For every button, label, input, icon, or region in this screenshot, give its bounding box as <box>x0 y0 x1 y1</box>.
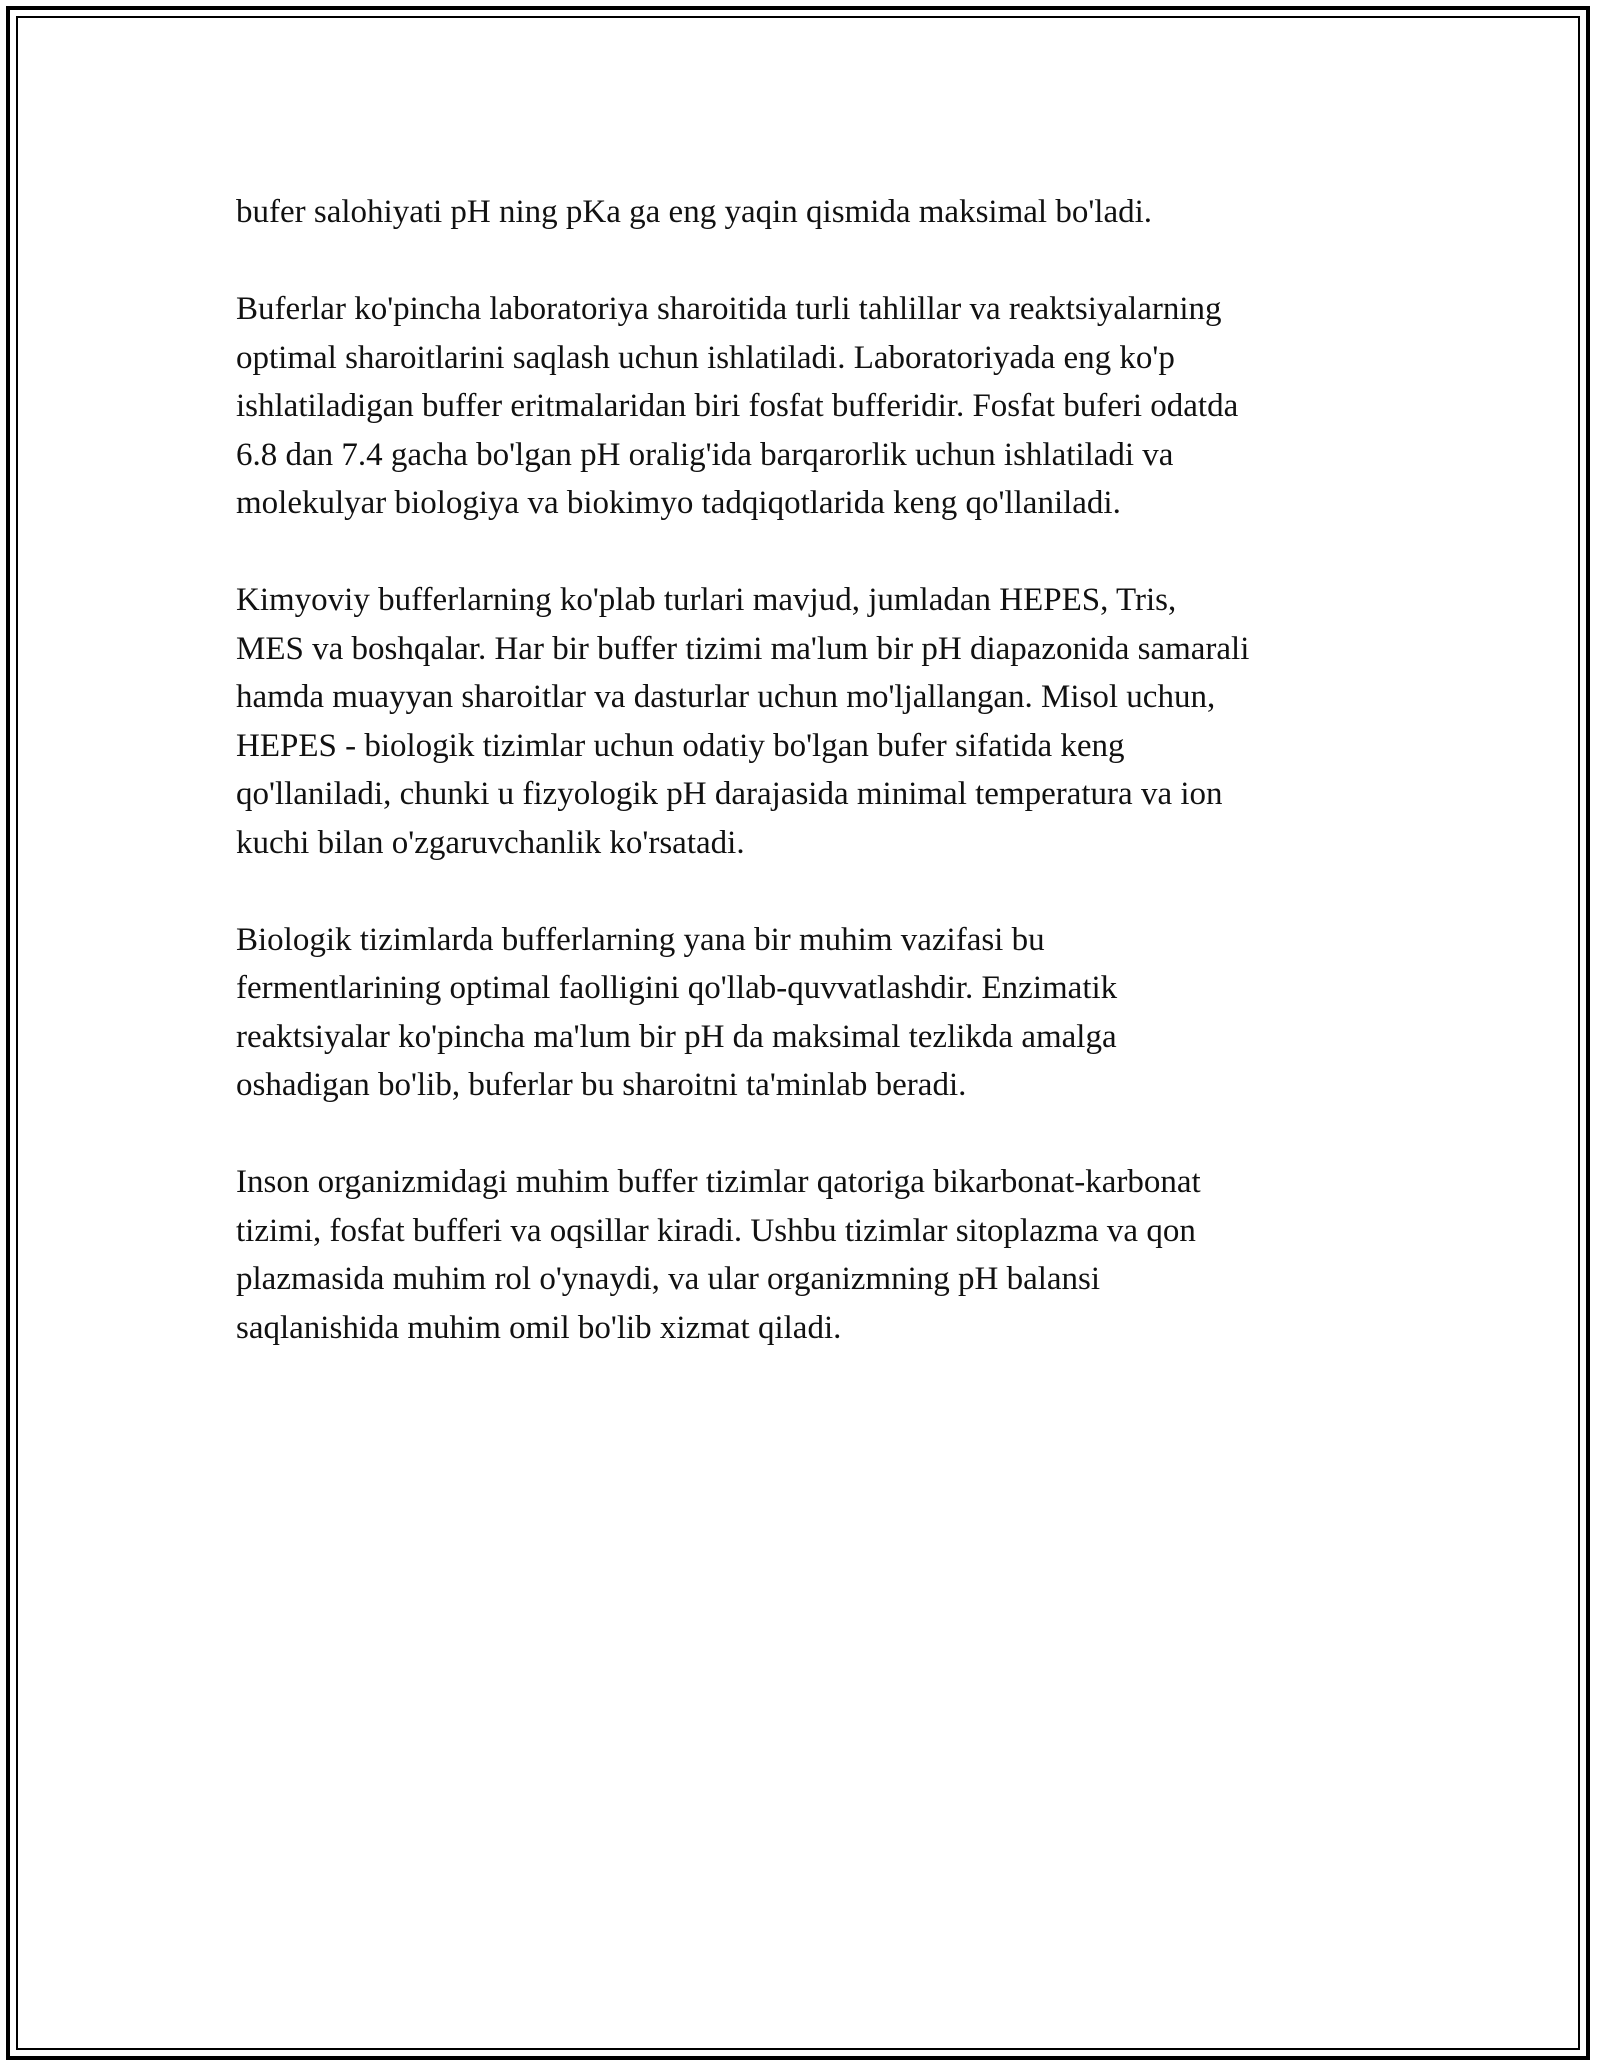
text-line: ishlatiladigan buffer eritmalaridan biri fosfat bufferidir. Fosfat buferi odatda <box>236 388 1239 424</box>
text-line: tizimi, fosfat bufferi va oqsillar kiradi. Ushbu tizimlar sitoplazma va qon <box>236 1212 1196 1249</box>
text-line: hamda muayyan sharoitlar va dasturlar uchun mo'ljallangan. Misol uchun, <box>236 679 1216 715</box>
paragraph-5 <box>236 1158 1366 1352</box>
text-line: 6.8 dan 7.4 gacha bo'lgan pH oralig'ida barqarorlik uchun ishlatiladi va <box>236 436 1174 473</box>
text-line: oshadigan bo'lib, buferlar bu sharoitni ta'minlab beradi. <box>236 1067 967 1103</box>
text-line: HEPES - biologik tizimlar uchun odatiy bo'lgan bufer sifatida keng <box>236 727 1125 764</box>
text-line: Kimyoviy bufferlarning ko'plab turlari mavjud, jumladan HEPES, Tris, <box>236 582 1177 618</box>
text-line: fermentlarining optimal faolligini qo'llab-quvvatlashdir. Enzimatik <box>236 970 1118 1006</box>
text-line: optimal sharoitlarini saqlash uchun ishlatiladi. Laboratoriyada eng ko'p <box>236 339 1175 376</box>
text-line: qo'llaniladi, chunki u fizyologik pH darajasida minimal temperatura va ion <box>236 776 1223 812</box>
paragraph-2 <box>236 285 1366 528</box>
text-line: bufer salohiyati pH ning pKa ga eng yaqin qismida maksimal bo'ladi. <box>236 194 1153 230</box>
text-line: plazmasida muhim rol o'ynaydi, va ular organizmning pH balansi <box>236 1261 1101 1297</box>
text-line: MES va boshqalar. Har bir buffer tizimi ma'lum bir pH diapazonida samarali <box>236 630 1250 667</box>
text-line: Inson organizmidagi muhim buffer tizimlar qatoriga bikarbonat-karbonat <box>236 1164 1201 1200</box>
text-line: saqlanishida muhim omil bo'lib xizmat qiladi. <box>236 1309 842 1346</box>
text-line: reaktsiyalar ko'pincha ma'lum bir pH da maksimal tezlikda amalga <box>236 1018 1117 1055</box>
document-body <box>236 188 1366 1401</box>
text-line: Biologik tizimlarda bufferlarning yana bir muhim vazifasi bu <box>236 921 1045 958</box>
paragraph-3 <box>236 576 1366 867</box>
text-line: kuchi bilan o'zgaruvchanlik ko'rsatadi. <box>236 824 745 861</box>
text-line: Buferlar ko'pincha laboratoriya sharoitida turli tahlillar va reaktsiyalarning <box>236 291 1222 327</box>
text-line: molekulyar biologiya va biokimyo tadqiqotlarida keng qo'llaniladi. <box>236 485 1121 521</box>
paragraph-4 <box>236 916 1366 1110</box>
paragraph-1 <box>236 188 1366 237</box>
